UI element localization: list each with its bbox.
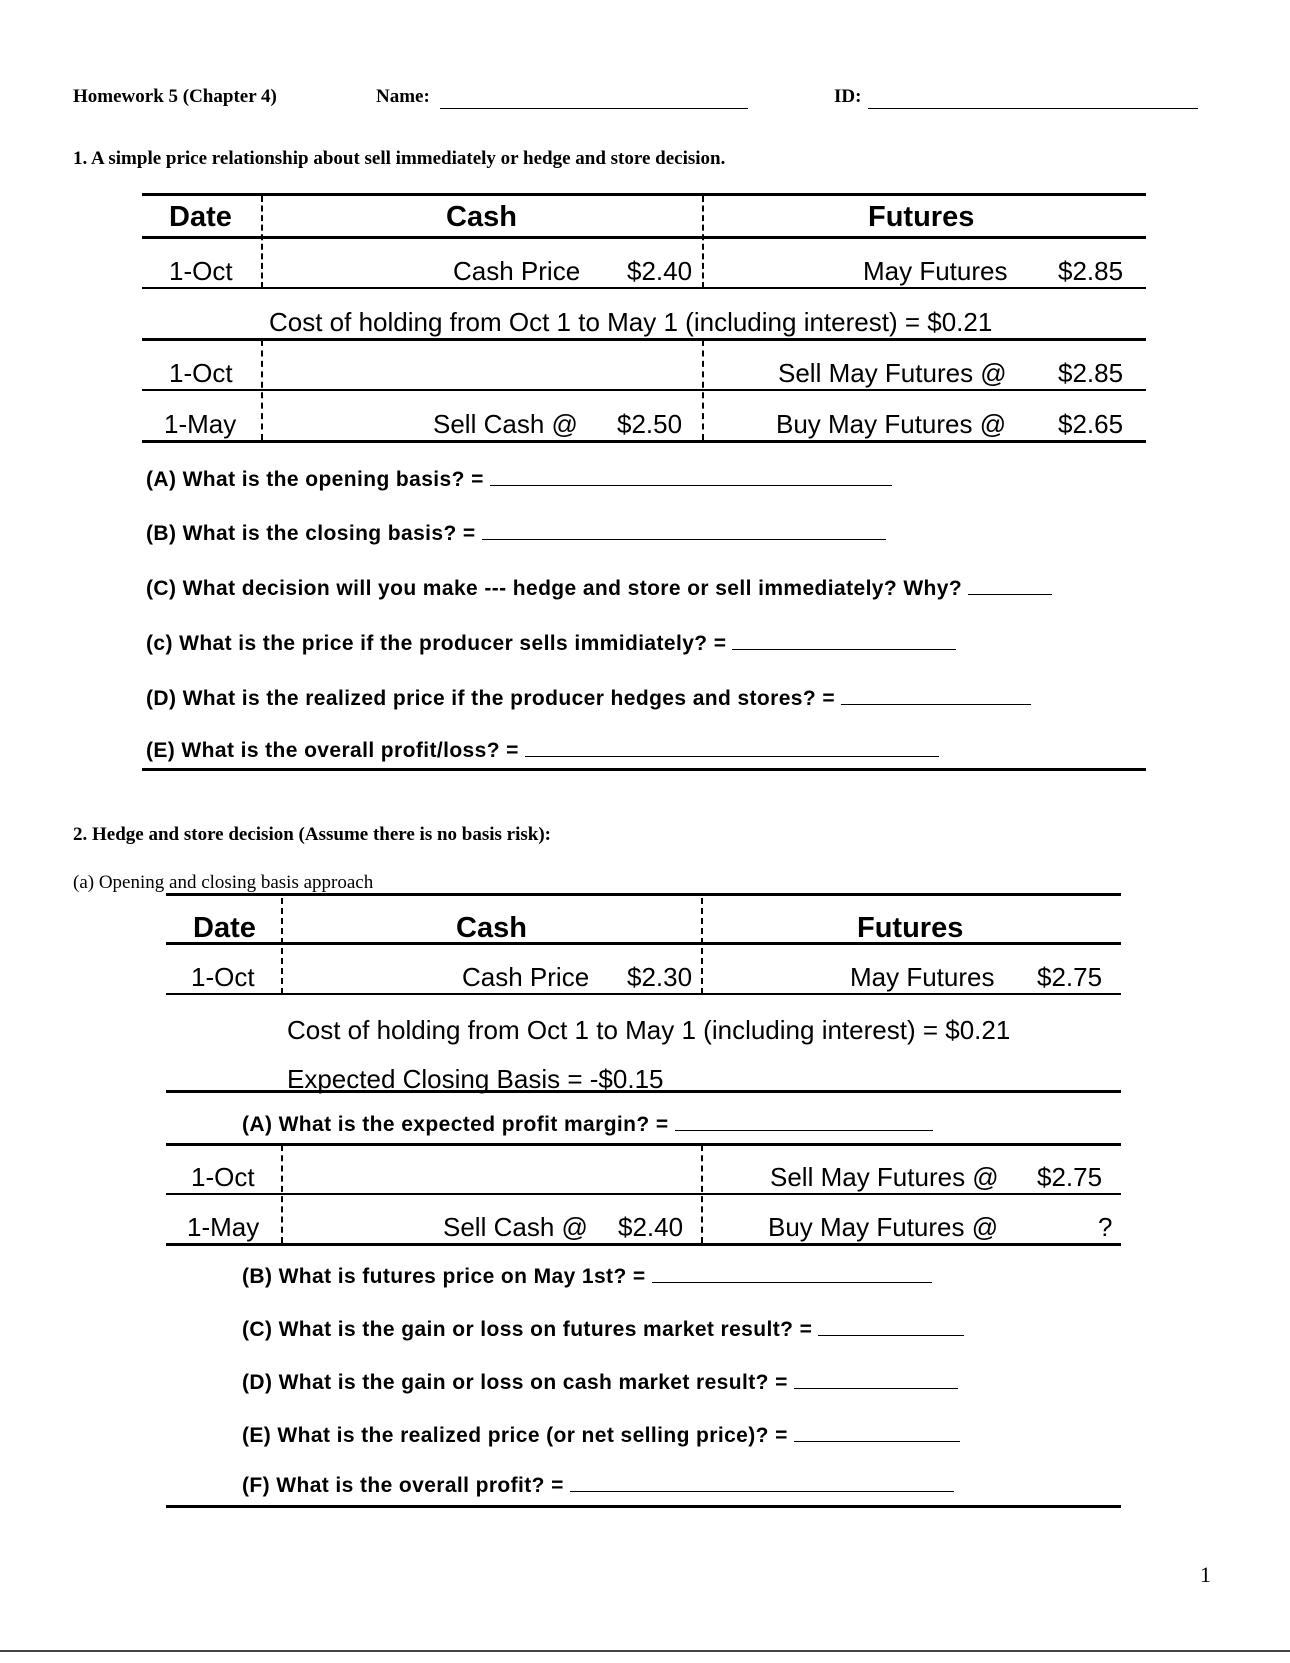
q2-question-f: (F) What is the overall profit? = xyxy=(242,1473,954,1498)
q1-row1-date: 1-Oct xyxy=(169,256,233,286)
q1-answer-c-lower-field[interactable] xyxy=(732,631,956,650)
q2-bottom-rule xyxy=(166,1505,1121,1508)
q1-question-b: (B) What is the closing basis? = xyxy=(146,521,886,546)
q1-answer-b-field[interactable] xyxy=(482,521,886,540)
q1-row2-futures-value: $2.85 xyxy=(1058,358,1124,388)
q1-row3-cash-value: $2.50 xyxy=(617,409,683,439)
q1-cost-rule xyxy=(142,338,1146,341)
q2-row2-futures-label: Sell May Futures @ xyxy=(770,1162,999,1192)
q2-row2-date: 1-Oct xyxy=(191,1162,255,1192)
q1-answer-e-field[interactable] xyxy=(525,738,939,757)
q2-question-d: (D) What is the gain or loss on cash market result? = xyxy=(242,1370,958,1395)
q2-row1-futures-value: $2.75 xyxy=(1037,962,1103,992)
q2-row3-futures-value: ? xyxy=(1098,1212,1113,1242)
q2-col-divider-4 xyxy=(701,1145,703,1243)
q2-table-top-rule xyxy=(166,893,1121,896)
q2-cost-note: Cost of holding from Oct 1 to May 1 (including interest) = $0.21 xyxy=(287,1015,1011,1045)
q1-row3-cash-label: Sell Cash @ xyxy=(433,409,578,439)
q1-row2-date: 1-Oct xyxy=(169,358,233,388)
q1-question-d: (D) What is the realized price if the producer hedges and stores? = xyxy=(146,686,1031,711)
q1-row1-futures-value: $2.85 xyxy=(1058,256,1124,286)
q1-answer-c-field[interactable] xyxy=(968,576,1052,595)
q1-col-divider-3 xyxy=(261,340,263,440)
q2-row1-futures-label: May Futures xyxy=(850,962,995,992)
q1-question-e: (E) What is the overall profit/loss? = xyxy=(146,738,939,763)
q1-row1-cash-label: Cash Price xyxy=(453,256,581,286)
q2-question-b: (B) What is futures price on May 1st? = xyxy=(242,1264,932,1289)
id-label: ID: xyxy=(834,86,862,107)
q2-row1-cash-label: Cash Price xyxy=(462,962,590,992)
q2-subtitle: (a) Opening and closing basis approach xyxy=(73,872,374,893)
q2-question-a-rule xyxy=(166,1143,1121,1146)
q2-answer-e-field[interactable] xyxy=(794,1423,960,1442)
q1-col-divider-2 xyxy=(702,196,704,288)
q2-row1-cash-value: $2.30 xyxy=(627,962,693,992)
q1-row2-rule xyxy=(142,389,1146,391)
q2-col-divider-1 xyxy=(281,898,283,994)
q1-row1-cash-value: $2.40 xyxy=(627,256,693,286)
name-field[interactable] xyxy=(440,88,748,109)
q2-header-futures: Futures xyxy=(857,912,964,944)
name-label: Name: xyxy=(376,86,430,107)
q2-answer-d-field[interactable] xyxy=(794,1370,958,1389)
page-bottom-edge xyxy=(0,1650,1290,1652)
q2-question-c: (C) What is the gain or loss on futures market result? = xyxy=(242,1317,964,1342)
q2-col-divider-2 xyxy=(701,898,703,994)
page-number: 1 xyxy=(1200,1562,1211,1587)
q2-basis-note: Expected Closing Basis = -$0.15 xyxy=(287,1064,664,1094)
q1-header-futures: Futures xyxy=(868,201,975,233)
q1-col-divider-4 xyxy=(702,340,704,440)
q2-row3-date: 1-May xyxy=(187,1212,260,1242)
q2-row1-rule xyxy=(166,993,1121,995)
q2-row3-rule xyxy=(166,1243,1121,1246)
q2-row3-futures-label: Buy May Futures @ xyxy=(768,1212,999,1242)
q1-row3-futures-value: $2.65 xyxy=(1058,409,1124,439)
id-field[interactable] xyxy=(868,88,1198,109)
q2-question-e: (E) What is the realized price (or net selling price)? = xyxy=(242,1423,960,1448)
q2-col-divider-3 xyxy=(281,1145,283,1243)
q1-header-date: Date xyxy=(169,201,232,233)
q1-row3-rule xyxy=(142,440,1146,443)
q2-answer-c-field[interactable] xyxy=(818,1317,964,1336)
q2-row2-futures-value: $2.75 xyxy=(1037,1162,1103,1192)
q2-header-cash: Cash xyxy=(456,912,527,944)
q1-row1-rule xyxy=(142,287,1146,289)
q1-row1-futures-label: May Futures xyxy=(863,256,1008,286)
q1-question-c: (C) What decision will you make --- hedge and store or sell immediately? Why? xyxy=(146,576,1052,601)
q2-question-a: (A) What is the expected profit margin? = xyxy=(242,1112,933,1137)
q1-cost-note: Cost of holding from Oct 1 to May 1 (including interest) = $0.21 xyxy=(269,307,993,337)
q1-header-rule xyxy=(142,236,1146,239)
q2-header-date: Date xyxy=(193,912,256,944)
q1-row3-futures-label: Buy May Futures @ xyxy=(776,409,1007,439)
q1-question-c-lower: (c) What is the price if the producer sells immidiately? = xyxy=(146,631,956,656)
q2-row3-cash-label: Sell Cash @ xyxy=(443,1212,588,1242)
q1-row2-futures-label: Sell May Futures @ xyxy=(778,358,1007,388)
q2-row1-date: 1-Oct xyxy=(191,962,255,992)
q1-question-a: (A) What is the opening basis? = xyxy=(146,467,892,492)
q1-answer-d-field[interactable] xyxy=(841,686,1031,705)
q2-row2-rule xyxy=(166,1193,1121,1195)
q2-header-rule xyxy=(166,942,1121,945)
q1-title: 1. A simple price relationship about sell immediately or hedge and store decision. xyxy=(73,148,726,169)
homework-title: Homework 5 (Chapter 4) xyxy=(73,86,277,107)
q1-table-top-rule xyxy=(142,193,1146,196)
q2-answer-b-field[interactable] xyxy=(652,1264,932,1283)
q2-title: 2. Hedge and store decision (Assume there is no basis risk): xyxy=(73,824,552,845)
q1-row3-date: 1-May xyxy=(164,409,237,439)
q1-header-cash: Cash xyxy=(446,201,517,233)
q1-col-divider-1 xyxy=(261,196,263,288)
q2-row3-cash-value: $2.40 xyxy=(618,1212,684,1242)
q2-answer-a-field[interactable] xyxy=(675,1112,933,1131)
q1-answer-a-field[interactable] xyxy=(490,467,892,486)
q2-answer-f-field[interactable] xyxy=(570,1473,954,1492)
q1-bottom-rule xyxy=(142,768,1146,771)
